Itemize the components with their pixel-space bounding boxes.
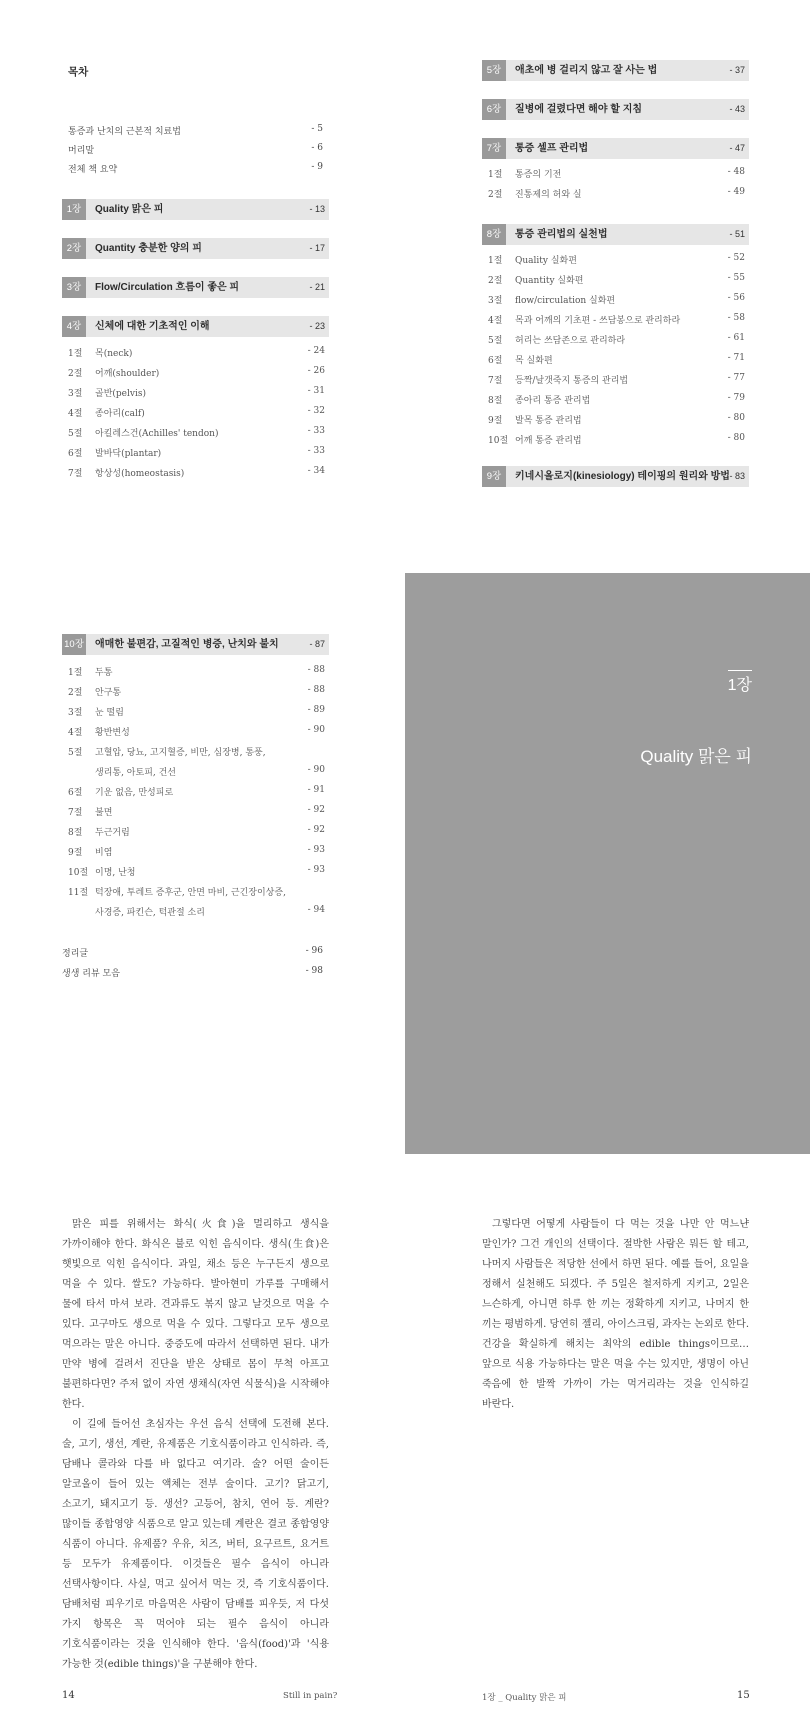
toc-front-item[interactable]: 전체 책 요약 - 9 [68,162,323,175]
toc-chapter-6[interactable]: 6장 질병에 걸렸다면 해야 할 지침 - 43 [482,99,749,120]
toc-front-item[interactable]: 통증과 난치의 근본적 치료법 - 5 [68,124,323,137]
toc-section[interactable]: 1절 Quality 실화편 - 52 [488,253,745,266]
toc-section[interactable]: 6절 목 실화편 - 71 [488,353,745,366]
toc-section[interactable]: 5절 아킬레스건(Achilles' tendon) - 33 [68,426,325,439]
toc-section[interactable]: 6절 발바닥(plantar) - 33 [68,446,325,459]
toc-chapter-1[interactable]: 1장 Quality 맑은 피 - 13 [62,199,329,220]
body-paragraph: 이 길에 들어선 초심자는 우선 음식 선택에 도전해 본다. 술, 고기, 생선, 계란, 유제품은 기호식품이라고 인식하라. 즉, 담배나 콜라와 다를 바 없다고 여기라. 술? 어떤 술이든 알코올이 들어 있는 액체는 전부 술이다. 고기? 닭고기, 소고기, 돼지고기 등. 생선? 고등어, 참치, 연어 등. 계란? 많이들 종합영양 식품으로 알고 있는데 계란은 결코 종합영양 식품이 아니다. 유제품? 우유, 치즈, 버터, 요구르트, 요거트 등 모두가 유제품이다. 이것들은 필수 음식이 아니라 선택사항이다. 사실, 먹고 싶어서 먹는 것, 즉 기호식품이다. 담배처럼 피우기로 마음먹은 사람이 담배를 피우듯, 저 다섯 가지 항목은 꼭 먹어야 되는 필수 음식이 아니라 기호식품이라는 것을 인식해야 한다. '음식(food)'과 '식용 가능한 것(edible things)'을 구분해야 한다. [62,1419,329,1670]
toc-section[interactable]: 1절 목(neck) - 24 [68,346,325,359]
page-number-right: 15 [737,1690,750,1701]
toc-section[interactable]: 8절 종아리 통증 관리법 - 79 [488,393,745,406]
body-paragraph: 그렇다면 어떻게 사람들이 다 먹는 것을 나만 안 먹느냔 말인가? 그건 개인의 선택이다. 절박한 사람은 뭐든 할 테고, 나머지 사람들은 적당한 선에서 하면 된다. 예를 들어, 요일을 정해서 실천해도 되겠다. 주 5일은 철저하게 지키고, 2일은 느슨하게, 아니면 하루 한 끼는 정확하게 지키고, 나머지 한 끼는 평범하게. 당연히 젤리, 아이스크림, 과자는 논외로 한다. 건강을 확실하게 해치는 최악의 edible things이므로… 앞으로 식용 가능하다는 말은 먹을 수는 있지만, 생명이 아닌 죽음에 한 발짝 가까이 가는 먹거리라는 것을 인식하길 바란다. [482,1219,749,1410]
toc-section[interactable]: 2절 안구통 - 88 [68,685,325,698]
toc-chapter-10[interactable]: 10장 애매한 불편감, 고질적인 병증, 난치와 불치 - 87 [62,634,329,655]
toc-section[interactable]: 5절 허리는 쓰담존으로 관리하라 - 61 [488,333,745,346]
page-number-left: 14 [62,1690,75,1701]
toc-section-cont[interactable]: 생리통, 아토피, 건선 - 90 [95,765,325,778]
toc-section[interactable]: 9절 발목 통증 관리법 - 80 [488,413,745,426]
toc-section[interactable]: 6절 기운 없음, 만성피로 - 91 [68,785,325,798]
toc-page-1 [62,60,329,480]
toc-section[interactable]: 4절 종아리(calf) - 32 [68,406,325,419]
toc-section[interactable]: 10절 어깨 통증 관리법 - 80 [488,433,745,446]
chapter-opener-panel [405,573,810,1154]
toc-chapter-4[interactable]: 4장 신체에 대한 기초적인 이해 - 23 [62,316,329,337]
toc-section[interactable]: 2절 Quantity 실화편 - 55 [488,273,745,286]
toc-section[interactable]: 2절 어깨(shoulder) - 26 [68,366,325,379]
page-14-body [62,1215,329,1675]
toc-page-3 [62,634,329,984]
toc-chapter-5[interactable]: 5장 애초에 병 걸리지 않고 잘 사는 법 - 37 [482,60,749,81]
toc-chapter-8[interactable]: 8장 통증 관리법의 실천법 - 51 [482,224,749,245]
toc-chapter-3[interactable]: 3장 Flow/Circulation 흐름이 좋은 피 - 21 [62,277,329,298]
toc-chapter-9[interactable]: 9장 키네시올로지(kinesiology) 테이핑의 원리와 방법 - 83 [482,466,749,487]
toc-section[interactable]: 4절 황반변성 - 90 [68,725,325,738]
toc-chapter-7[interactable]: 7장 통증 셀프 관리법 - 47 [482,138,749,159]
toc-page-2 [482,60,749,490]
toc-section[interactable]: 1절 두통 - 88 [68,665,325,678]
toc-section[interactable]: 7절 등짝/날갯죽지 통증의 관리법 - 77 [488,373,745,386]
chapter-label: 1장 [727,677,752,694]
toc-section[interactable]: 11절 턱장애, 투레트 증후군, 안면 마비, 근긴장이상증, [68,888,286,898]
toc-section[interactable]: 2절 진통제의 허와 실 - 49 [488,187,745,200]
toc-section[interactable]: 8절 두근거림 - 92 [68,825,325,838]
toc-section[interactable]: 1절 통증의 기전 - 48 [488,167,745,180]
toc-section[interactable]: 3절 flow/circulation 실화편 - 56 [488,293,745,306]
chapter-title: Quality 맑은 피 [640,747,752,766]
toc-front-item[interactable]: 머리말 - 6 [68,143,323,156]
toc-section[interactable]: 7절 불면 - 92 [68,805,325,818]
running-head-right: 1장 _ Quality 맑은 피 [482,1693,567,1703]
body-paragraph: 맑은 피를 위해서는 화식(火食)을 멀리하고 생식을 가까이해야 한다. 화식은 불로 익힌 음식이다. 생식(生食)은 햇빛으로 익힌 음식이다. 과일, 채소 등은 누구든지 생으로 먹을 수 있다. 쌀도? 가능하다. 발아현미 가루를 구매해서 물에 타서 마셔 보라. 견과류도 볶지 않고 날것으로 먹을 수 있다. 고구마도 생으로 먹을 수 있다. 그렇다고 모두 생으로 먹으라는 말은 아니다. 중증도에 따라서 선택하면 된다. 내가 만약 병에 걸려서 진단을 받은 상태로 몸이 무척 아프고 불편하다면? 주저 없이 자연 생채식(자연 식물식)을 시작해야 한다. [62,1219,329,1410]
toc-section[interactable]: 5절 고혈압, 당뇨, 고지혈증, 비만, 심장병, 통풍, [68,748,266,758]
chapter-label-rule [728,670,752,671]
toc-end-item[interactable]: 생생 리뷰 모음 - 98 [62,966,323,979]
toc-section[interactable]: 4절 목과 어깨의 기초편 - 쓰담봉으로 관리하라 - 58 [488,313,745,326]
toc-section[interactable]: 9절 비염 - 93 [68,845,325,858]
running-head-left: Still in pain? [283,1691,338,1701]
toc-heading: 목차 [68,66,89,78]
toc-section-cont[interactable]: 사경증, 파킨슨, 턱관절 소리 - 94 [95,905,325,918]
toc-section[interactable]: 3절 눈 떨림 - 89 [68,705,325,718]
toc-section[interactable]: 10절 이명, 난청 - 93 [68,865,325,878]
toc-end-item[interactable]: 정리글 - 96 [62,946,323,959]
toc-section[interactable]: 3절 골반(pelvis) - 31 [68,386,325,399]
toc-section[interactable]: 7절 항상성(homeostasis) - 34 [68,466,325,479]
page-15-body [482,1215,749,1415]
toc-chapter-2[interactable]: 2장 Quantity 충분한 양의 피 - 17 [62,238,329,259]
